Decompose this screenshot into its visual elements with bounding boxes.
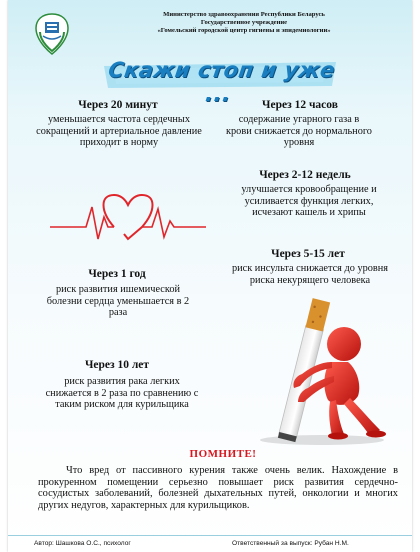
block-1year-text: риск развития ишемической болезни сердца уменьшается в 2 раза [46, 284, 190, 319]
block-12h-heading: Через 12 часов [262, 99, 338, 111]
footer-divider [8, 535, 412, 536]
block-2-12weeks-text: улучшается кровообращение и усиливается функция легких, исчезают кашель и хрипы [241, 184, 377, 219]
poster-sheet [8, 0, 412, 552]
header-line-3: «Гомельский городской центр гигиены и эпидемиологии» [157, 27, 331, 34]
poster-title: Скажи стоп и уже ... [106, 58, 337, 106]
header-line-1: Министерство здравоохранения Республики Беларусь [163, 11, 325, 18]
block-5-15years-heading: Через 5-15 лет [271, 248, 345, 260]
footer-author: Автор: Шашкова О.С., психолог [34, 540, 131, 547]
header-line-2: Государственное учреждение [200, 19, 288, 26]
logo-emblem-icon [32, 12, 72, 56]
figure-pushing-cigarette-icon [244, 296, 396, 446]
block-20min-text: уменьшается частота сердечных сокращений и артериальное давление приходит в норму [36, 114, 202, 149]
block-10years-heading: Через 10 лет [84, 359, 150, 371]
remember-heading: ПОМНИТЕ! [189, 448, 257, 460]
passive-smoking-note: Что вред от пассивного курения также очень велик. Нахождение в прокуренном помещении серьезно повышает риск развития сердечно-сосудистых заболеваний, болезней дыхательных путей, онкологии и многих других недугов, характерных для курильщиков. [38, 465, 398, 511]
block-5-15years-text: риск инсульта снижается до уровня риска некурящего человека [231, 263, 389, 286]
block-1year-heading: Через 1 год [88, 268, 146, 280]
organization-header [114, 11, 374, 35]
block-20min-heading: Через 20 минут [78, 99, 158, 111]
footer-responsible: Ответственный за выпуск: Рубан Н.М. [232, 540, 349, 547]
block-2-12weeks-heading: Через 2-12 недель [259, 169, 351, 181]
block-10years-text: риск развития рака легких снижается в 2 раза по сравнению с таким риском для курильщика [45, 376, 199, 411]
heart-cardiogram-icon [48, 187, 208, 243]
block-12h-text: содержание угарного газа в крови снижается до нормального уровня [226, 114, 372, 149]
